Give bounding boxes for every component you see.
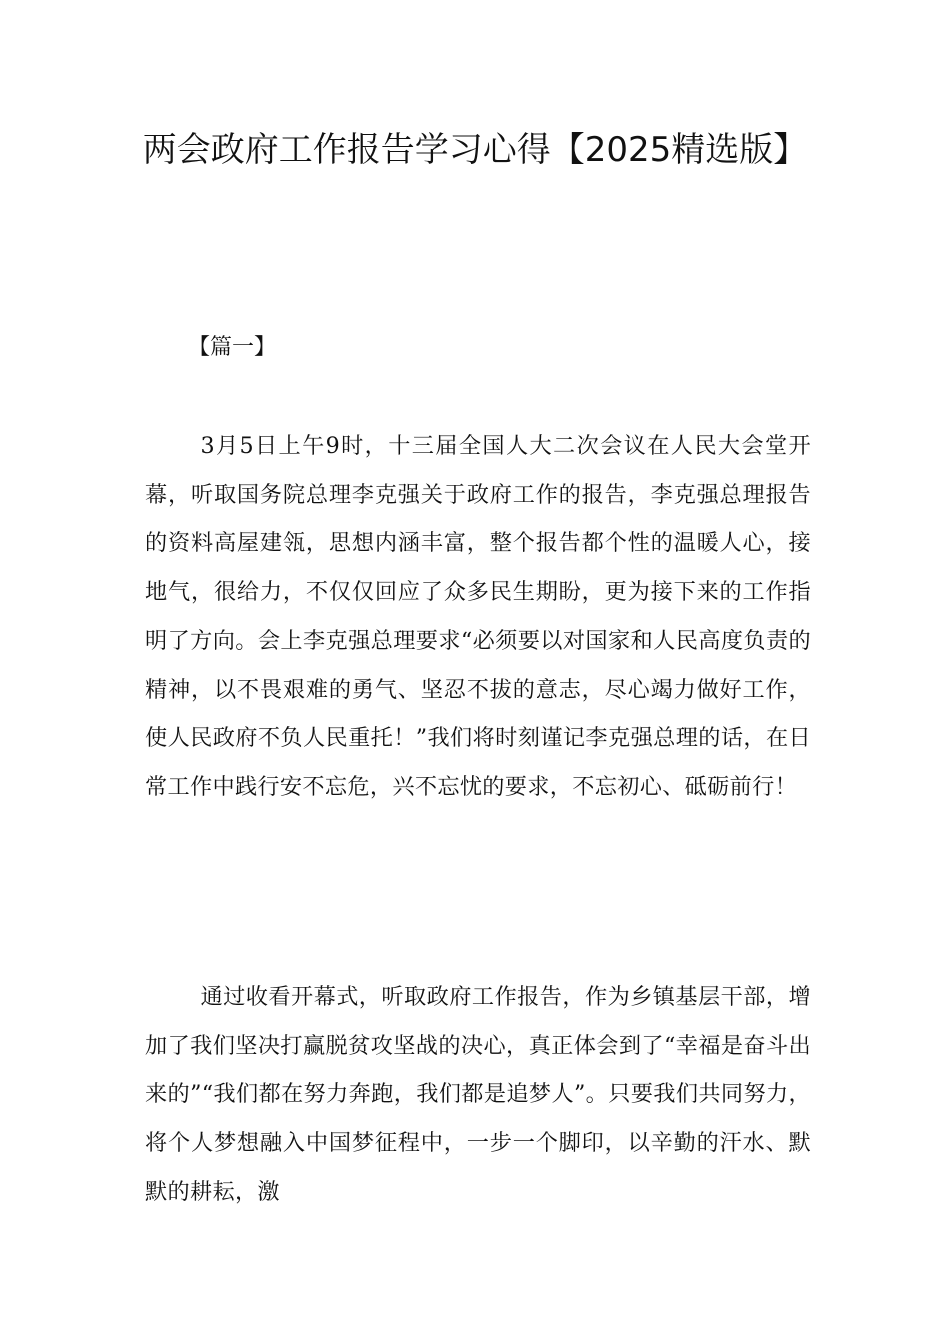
document-title: 两会政府工作报告学习心得【2025精选版】 bbox=[142, 130, 808, 170]
section-label: 【篇一】 bbox=[188, 335, 277, 360]
body-paragraph-2: 通过收看开幕式，听取政府工作报告，作为乡镇基层干部，增加了我们坚决打赢脱贫攻坚战的决心，真正体会到了“幸福是奋斗出来的”“我们都在努力奔跑，我们都是追梦人”。只要我们共同努力，将个人梦想融入中国梦征程中，一步一个脚印，以辛勤的汗水、默默的耕耘，激 bbox=[145, 984, 811, 1205]
body-paragraph-1: 3月5日上午9时，十三届全国人大二次会议在人民大会堂开幕，听取国务院总理李克强关于政府工作的报告，李克强总理报告的资料高屋建瓴，思想内涵丰富，整个报告都个性的温暖人心，接地气，很给力，不仅仅回应了众多民生期盼，更为接下来的工作指明了方向。会上李克强总理要求“必须要以对国家和人民高度负责的精神，以不畏艰难的勇气、坚忍不拔的意志，尽心竭力做好工作，使人民政府不负人民重托！”我们将时刻谨记李克强总理的话，在日常工作中践行安不忘危，兴不忘忧的要求，不忘初心、砥砺前行！ bbox=[145, 433, 811, 800]
